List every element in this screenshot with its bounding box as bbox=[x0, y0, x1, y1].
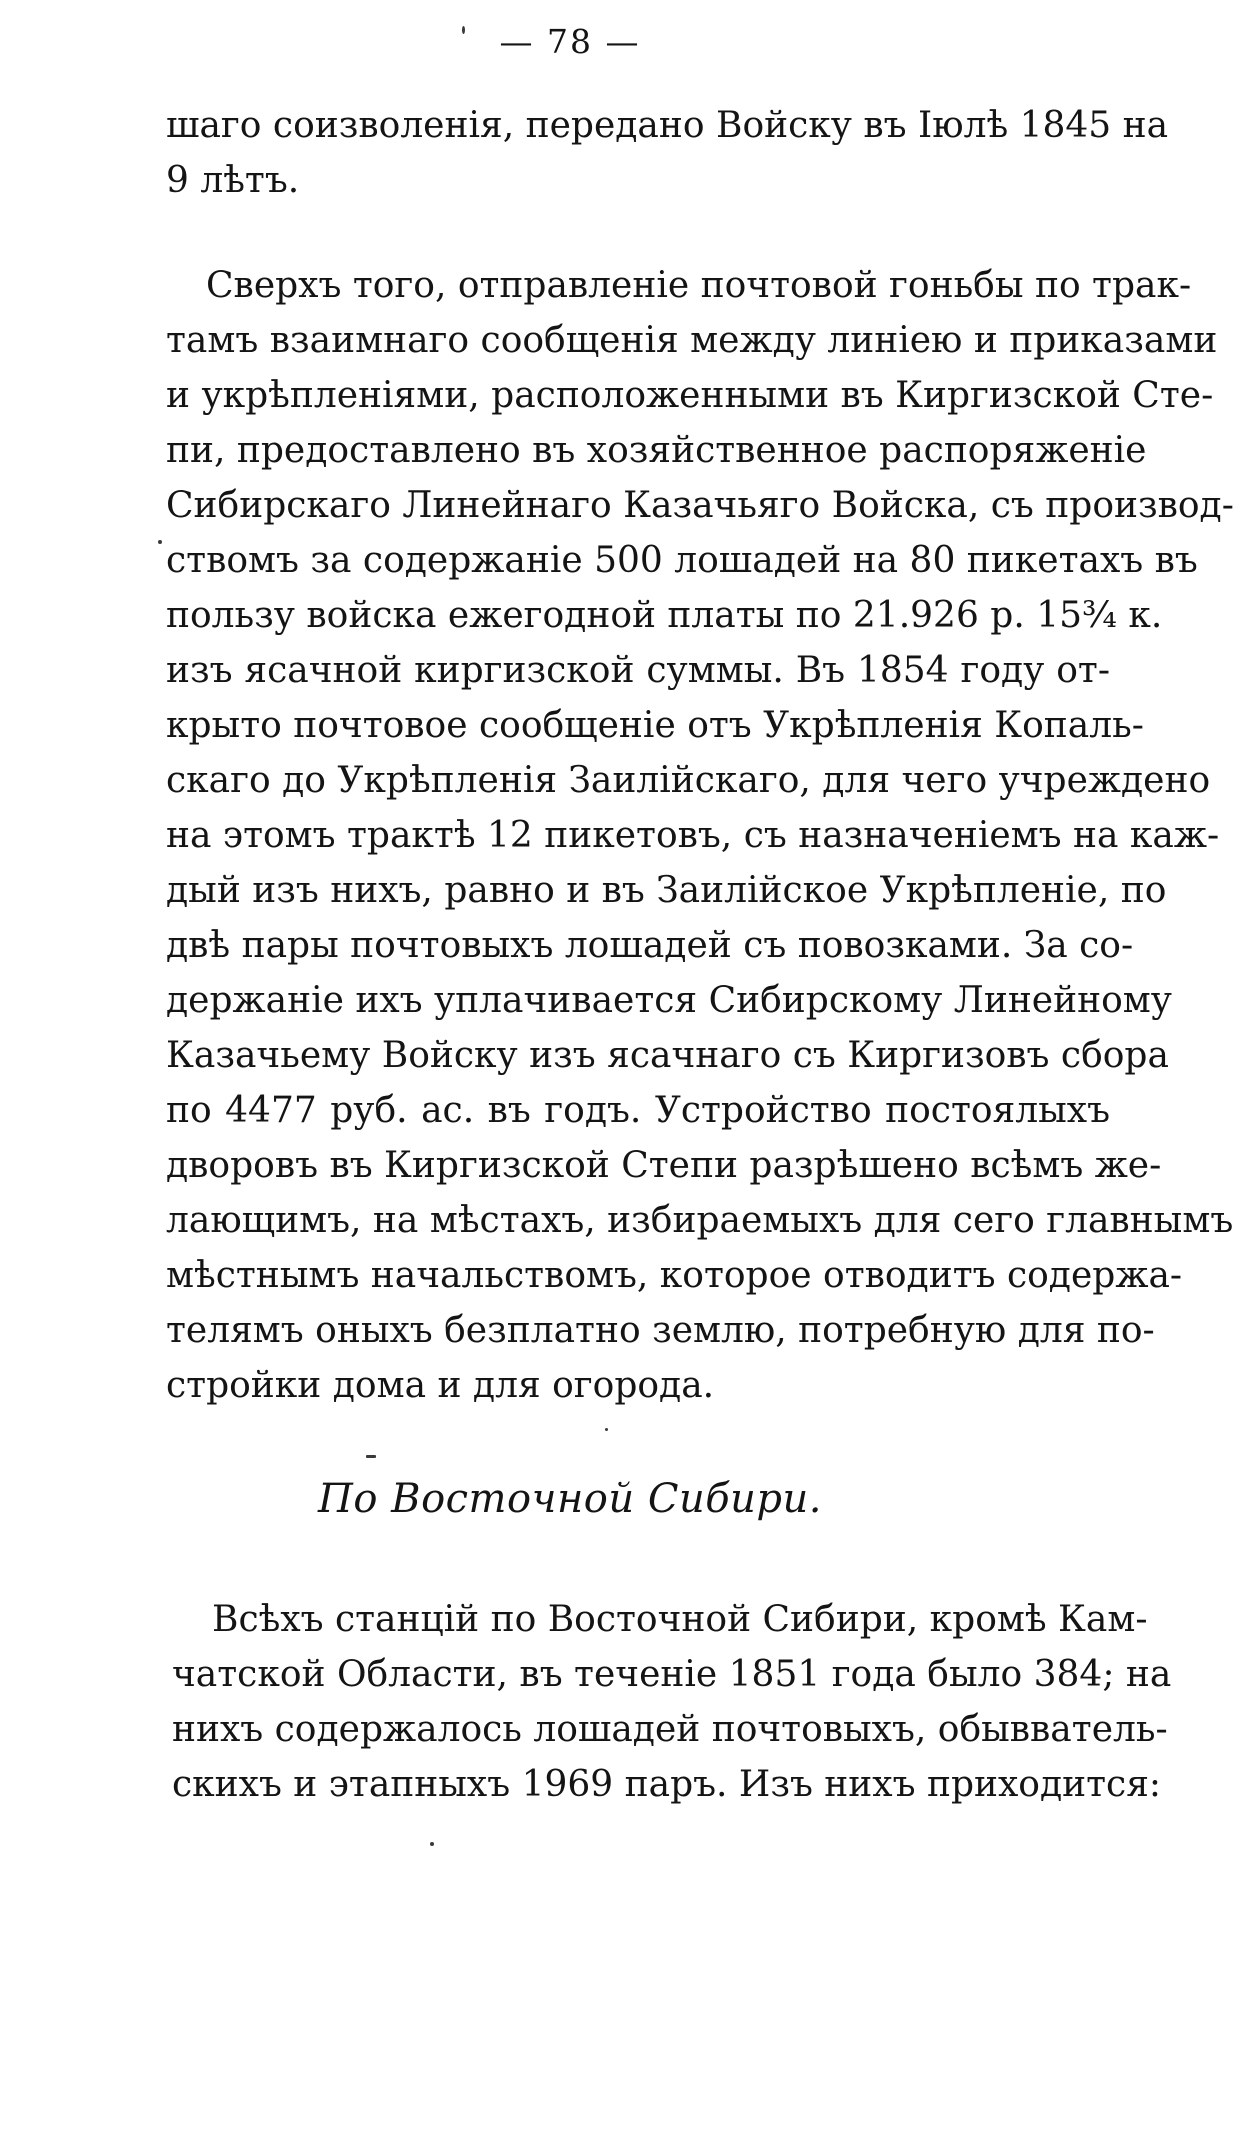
text-line: двѣ пары почтовыхъ лошадей съ повозками. За со- bbox=[166, 925, 1134, 966]
text-line: лающимъ, на мѣстахъ, избираемыхъ для сего главнымъ bbox=[166, 1200, 1234, 1241]
text-line: пи, предоставлено въ хозяйственное распоряженіе bbox=[166, 430, 1147, 471]
text-line: нихъ содержалось лошадей почтовыхъ, обывватель- bbox=[172, 1709, 1168, 1750]
print-speck bbox=[462, 26, 465, 34]
text-line: тамъ взаимнаго сообщенія между линіею и приказами bbox=[166, 320, 1218, 361]
text-line: дый изъ нихъ, равно и въ Заилійское Укрѣпленіе, по bbox=[166, 870, 1167, 911]
text-line: 9 лѣтъ. bbox=[166, 160, 300, 201]
text-line: скихъ и этапныхъ 1969 паръ. Изъ нихъ приходится: bbox=[172, 1764, 1162, 1805]
text-line: крыто почтовое сообщеніе отъ Укрѣпленія Копаль- bbox=[166, 705, 1144, 746]
text-line: чатской Области, въ теченіе 1851 года было 384; на bbox=[172, 1654, 1172, 1695]
text-line: ствомъ за содержаніе 500 лошадей на 80 пикетахъ въ bbox=[166, 540, 1198, 581]
paragraph-postal-service bbox=[166, 258, 1234, 1413]
print-speck bbox=[158, 540, 162, 544]
paragraph-eastern-siberia bbox=[172, 1592, 1172, 1812]
text-line: телямъ оныхъ безплатно землю, потребную для по- bbox=[166, 1310, 1155, 1351]
text-line: по 4477 руб. ас. въ годъ. Устройство постоялыхъ bbox=[166, 1090, 1110, 1131]
text-line: мѣстнымъ начальствомъ, которое отводитъ содержа- bbox=[166, 1255, 1183, 1296]
text-line: Всѣхъ станцій по Восточной Сибири, кромѣ Кам- bbox=[212, 1599, 1148, 1640]
print-speck bbox=[366, 1455, 376, 1458]
print-speck bbox=[430, 1842, 434, 1846]
text-line: Сибирскаго Линейнаго Казачьяго Войска, съ производ- bbox=[166, 485, 1234, 526]
text-line: шаго соизволенія, передано Войску въ Іюлѣ 1845 на bbox=[166, 105, 1169, 146]
text-line: изъ ясачной киргизской суммы. Въ 1854 году от- bbox=[166, 650, 1110, 691]
text-line: на этомъ трактѣ 12 пикетовъ, съ назначеніемъ на каж- bbox=[166, 815, 1220, 856]
text-line: скаго до Укрѣпленія Заилійскаго, для чего учреждено bbox=[166, 760, 1211, 801]
text-line: Казачьему Войску изъ ясачнаго съ Киргизовъ сбора bbox=[166, 1035, 1169, 1076]
paragraph-continuation bbox=[166, 98, 1169, 208]
print-speck bbox=[605, 1428, 608, 1431]
text-line: и укрѣпленіями, расположенными въ Киргизской Сте- bbox=[166, 375, 1214, 416]
text-line: держаніе ихъ уплачивается Сибирскому Линейному bbox=[166, 980, 1172, 1021]
text-line: стройки дома и для огорода. bbox=[166, 1365, 715, 1406]
page-number: — 78 — bbox=[499, 22, 641, 61]
text-line: Сверхъ того, отправленіе почтовой гоньбы по трак- bbox=[206, 265, 1192, 306]
text-line: дворовъ въ Киргизской Степи разрѣшено всѣмъ же- bbox=[166, 1145, 1162, 1186]
text-line: пользу войска ежегодной платы по 21.926 р. 15¾ к. bbox=[166, 595, 1163, 636]
section-heading: По Восточной Сибири. bbox=[318, 1476, 822, 1522]
